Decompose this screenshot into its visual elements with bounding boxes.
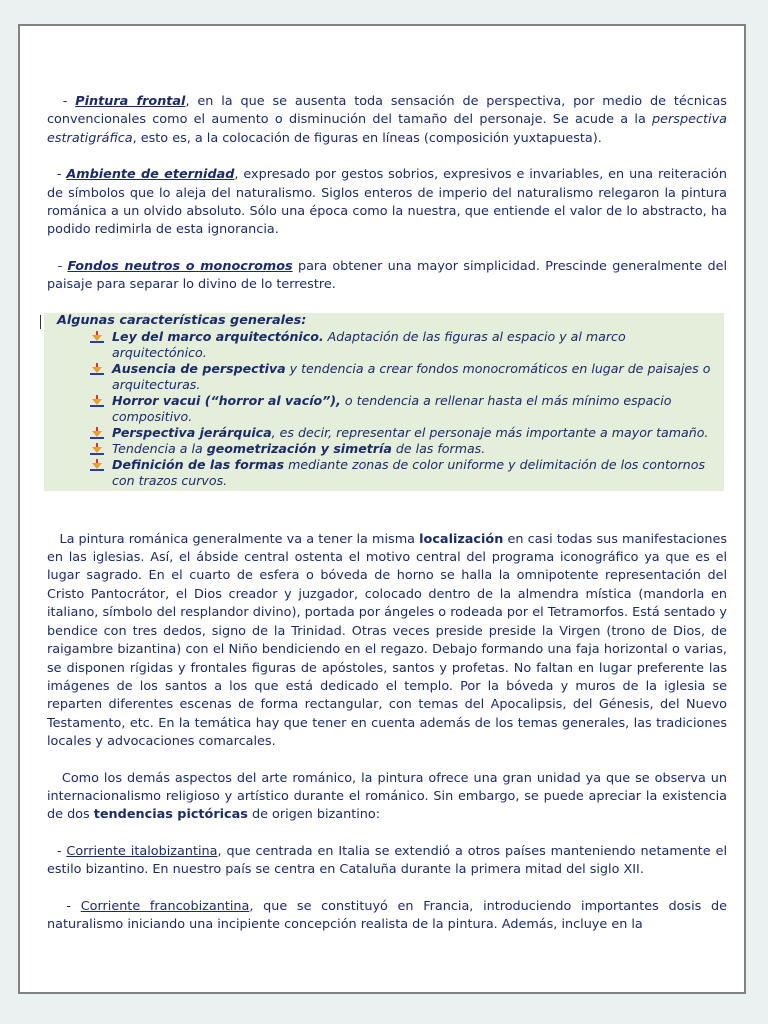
paragraph-pintura-frontal: - Pintura frontal, en la que se ausenta toda sensación de perspectiva, por medio de técnicas convencionales como el aumento o disminución del tamaño del personaje. Se acude a la perspectiva estratigráfica, esto es, a la colocación de figuras en líneas (composición yuxtapuesta). — [47, 94, 727, 146]
text-cursor — [40, 315, 41, 329]
characteristics-list — [44, 329, 724, 489]
paragraph-ambiente-eternidad: - Ambiente de eternidad, expresado por gestos sobrios, expresivos e invariables, en una reiteración de símbolos que lo aleja del naturalismo. Siglos enteros de imperio del naturalismo relegaron la pintura románica a un olvido absoluto. Sólo una época como la nuestra, que entiende el valor de lo abstracto, ha podido redimirla de esta ignorancia. — [47, 167, 727, 238]
list-item: Perspectiva jerárquica, es decir, representar el personaje más importante a mayor tamaño. — [87, 425, 724, 441]
paragraph-tendencias: Como los demás aspectos del arte románico, la pintura ofrece una gran unidad ya que se observa un internacionalismo religioso y artístico durante el románico. Sin embargo, se puede apreciar la existencia de dos tendencias pictóricas de origen bizantino: — [47, 770, 727, 823]
term-ambiente-eternidad: Ambiente de eternidad — [66, 167, 235, 183]
term-italobizantina: Corriente italobizantina — [66, 843, 218, 859]
term-perspectiva-estratigrafica: perspectiva estratigráfica — [47, 112, 727, 146]
list-item: Ausencia de perspectiva y tendencia a crear fondos monocromáticos en lugar de paisajes o arquitecturas. — [87, 361, 724, 393]
document-page — [18, 24, 746, 994]
bullet-arrow-icon — [90, 443, 106, 455]
bullet-arrow-icon — [90, 363, 106, 375]
list-item: Ley del marco arquitectónico. Adaptación de las figuras al espacio y al marco arquitectónico. — [87, 329, 724, 361]
bullet-arrow-icon — [90, 459, 106, 471]
bullet-arrow-icon — [90, 427, 106, 439]
characteristics-title: Algunas características generales: — [57, 312, 307, 328]
term-fondos-neutros: Fondos neutros o monocromos — [67, 258, 293, 274]
term-tendencias-pictoricas: tendencias pictóricas — [93, 807, 248, 823]
list-item: Definición de las formas mediante zonas de color uniforme y delimitación de los contornos con trazos curvos. — [87, 457, 724, 489]
paragraph-francobizantina: - Corriente francobizantina, que se constituyó en Francia, introduciendo importantes dosis de naturalismo iniciando una incipiente concepción realista de la pintura. Además, incluye en la — [47, 898, 727, 932]
term-francobizantina: Corriente francobizantina — [80, 898, 250, 914]
characteristics-box — [44, 313, 724, 491]
term-localizacion: localización — [419, 531, 504, 547]
list-item: Horror vacui (“horror al vacío”), o tendencia a rellenar hasta el más mínimo espacio compositivo. — [87, 393, 724, 425]
paragraph-italobizantina: - Corriente italobizantina, que centrada en Italia se extendió a otros países manteniendo netamente el estilo bizantino. En nuestro país se centra en Cataluña durante la primera mitad del siglo XII. — [47, 843, 728, 878]
list-item: Tendencia a la geometrización y simetría de las formas. — [87, 441, 724, 457]
bullet-arrow-icon — [90, 395, 106, 407]
paragraph-fondos-neutros: - Fondos neutros o monocromos para obtener una mayor simplicidad. Prescinde generalmente del paisaje para separar lo divino de lo terrestre. — [47, 258, 728, 293]
bullet-arrow-icon — [90, 331, 106, 343]
paragraph-localizacion: La pintura románica generalmente va a tener la misma localización en casi todas sus manifestaciones en las iglesias. Así, el ábside central ostenta el motivo central del programa iconográfico ya que es el lugar sagrado. En el cuarto de esfera o bóveda de horno se halla la omnipotente representación del Cristo Pantocrátor, el Dios creador y juzgador, colocado dentro de la almendra mística (mandorla en italiano, símbolo del resplandor divino), portada por ángeles o rodeada por el Tetramorfos. Está sentado y bendice con tres dedos, signo de la Trinidad. Otras veces preside preside la Virgen (trono de Dios, de raigambre bizantina) con el Niño bendiciendo en el regazo. Debajo formando una faja horizontal o varias, se disponen rígidas y frontales figuras de apóstoles, santos y profetas. No faltan en lugar preferente las imágenes de los santos a los que está dedicado el templo. Por la bóveda y muros de la iglesia se reparten diferentes escenas de forma rectangular, con temas del Apocalipsis, del Génesis, del Nuevo Testamento, etc. En la temática hay que tener en cuenta además de los temas generales, las tradiciones locales y advocaciones comarcales. — [47, 531, 727, 750]
document-content — [47, 93, 727, 934]
term-pintura-frontal: Pintura frontal — [75, 94, 186, 109]
